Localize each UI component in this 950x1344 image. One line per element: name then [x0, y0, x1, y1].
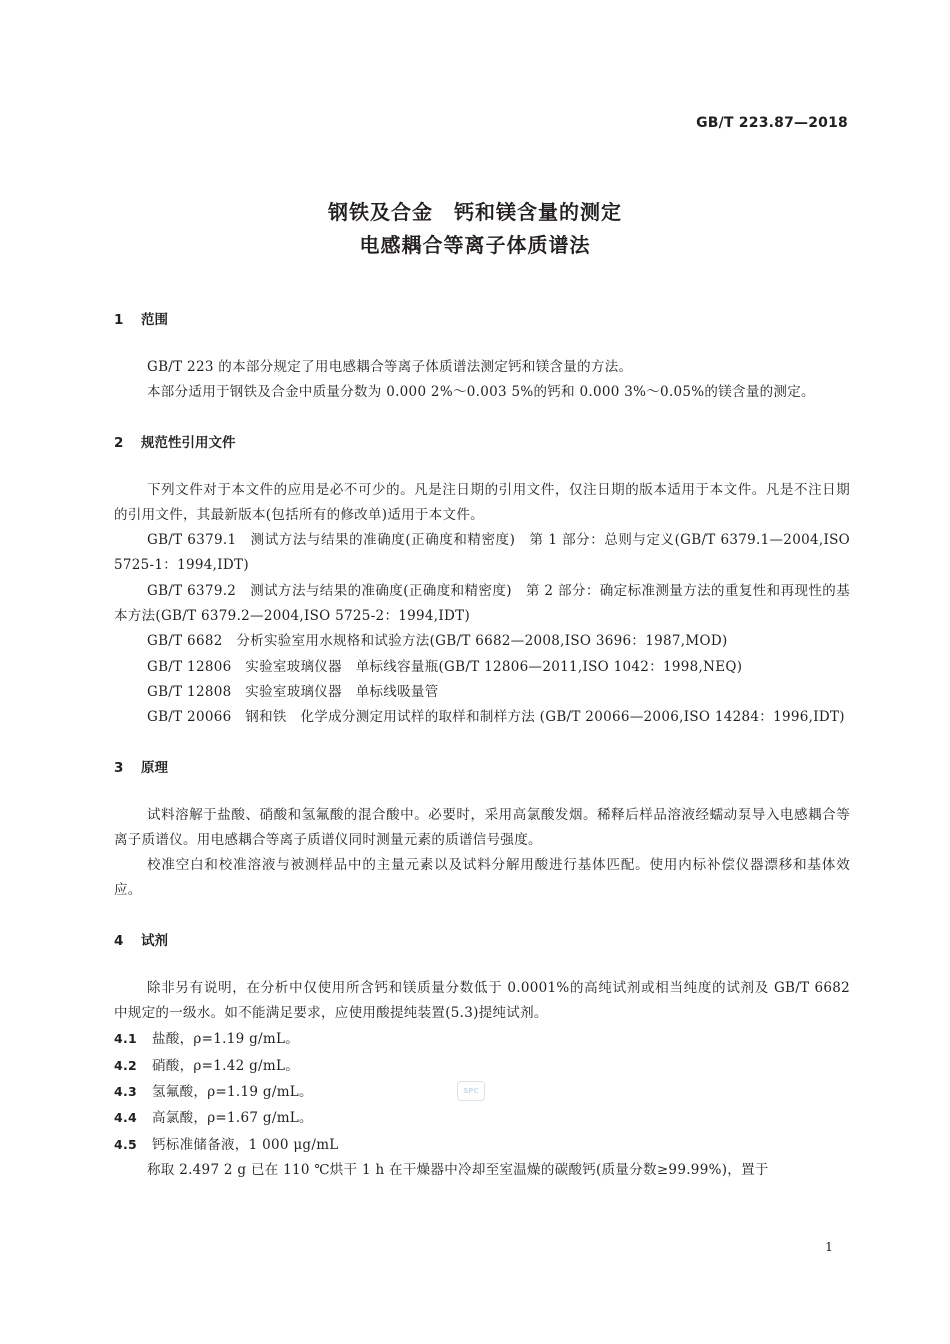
paragraph: 校准空白和校准溶液与被测样品中的主量元素以及试料分解用酸进行基体匹配。使用内标补偿仪器漂移和基体效应。	[114, 857, 850, 899]
paragraph: 本部分适用于钢铁及合金中质量分数为 0.000 2%～0.003 5%的钙和 0.000 3%～0.05%的镁含量的测定。	[147, 384, 815, 401]
paragraph: 试料溶解于盐酸、硝酸和氢氟酸的混合酸中。必要时，采用高氯酸发烟。稀释后样品溶液经蠕动泵导入电感耦合等离子质谱仪。用电感耦合等离子质谱仪同时测量元素的质谱信号强度。	[114, 806, 850, 848]
reference-entry: GB/T 20066 钢和铁 化学成分测定用试样的取样和制样方法 (GB/T 20066—2006,ISO 14284：1996,IDT)	[147, 709, 845, 726]
title-line-1: 钢铁及合金 钙和镁含量的测定	[328, 200, 622, 224]
page-number: 1	[825, 1239, 833, 1254]
reference-entry: GB/T 12808 实验室玻璃仪器 单标线吸量管	[147, 683, 439, 700]
section-heading-scope: 1 范围	[114, 312, 168, 328]
reference-entry: GB/T 6379.1 测试方法与结果的准确度(正确度和精密度) 第 1 部分：总则与定义(GB/T 6379.1—2004,ISO 5725-1：1994,IDT)	[114, 532, 850, 574]
reagent-item: 4.3 氢氟酸，ρ=1.19 g/mL。	[114, 1083, 313, 1100]
reference-entry: GB/T 12806 实验室玻璃仪器 单标线容量瓶(GB/T 12806—2011,ISO 1042：1998,NEQ)	[147, 658, 743, 675]
reference-entry: GB/T 6379.2 测试方法与结果的准确度(正确度和精密度) 第 2 部分：确定标准测量方法的重复性和再现性的基本方法(GB/T 6379.2—2004,ISO 5725-2：1994,IDT)	[114, 582, 850, 625]
section-heading-normative-references: 2 规范性引用文件	[114, 434, 236, 451]
paragraph: GB/T 223 的本部分规定了用电感耦合等离子体质谱法测定钙和镁含量的方法。	[147, 359, 633, 375]
document-body	[114, 307, 850, 1183]
reagent-item: 4.1 盐酸，ρ=1.19 g/mL。	[114, 1031, 300, 1048]
paragraph: 除非另有说明，在分析中仅使用所含钙和镁质量分数低于 0.0001%的高纯试剂或相当纯度的试剂及 GB/T 6682 中规定的一级水。如不能满足要求，应使用酸提纯装置(5.3)提纯试剂。	[114, 979, 850, 1022]
section-heading-principle: 3 原理	[114, 759, 168, 776]
standard-code: GB/T 223.87—2018	[696, 115, 848, 131]
reagent-item: 4.4 高氯酸，ρ=1.67 g/mL。	[114, 1110, 313, 1127]
reagent-item: 4.2 硝酸，ρ=1.42 g/mL。	[114, 1057, 300, 1074]
title-line-2: 电感耦合等离子体质谱法	[359, 233, 591, 257]
document-title	[0, 196, 950, 262]
paragraph: 下列文件对于本文件的应用是必不可少的。凡是注日期的引用文件，仅注日期的版本适用于本文件。凡是不注日期的引用文件，其最新版本(包括所有的修改单)适用于本文件。	[114, 481, 850, 523]
paragraph: 称取 2.497 2 g 已在 110 ℃烘干 1 h 在干燥器中冷却至室温燥的碳酸钙(质量分数≥99.99%)，置于	[147, 1161, 769, 1178]
watermark-logo: SPC	[457, 1081, 485, 1101]
reference-entry: GB/T 6682 分析实验室用水规格和试验方法(GB/T 6682—2008,ISO 3696：1987,MOD)	[147, 633, 728, 650]
section-heading-reagents: 4 试剂	[114, 932, 168, 949]
reagent-item: 4.5 钙标准储备液，1 000 μg/mL	[114, 1136, 339, 1153]
